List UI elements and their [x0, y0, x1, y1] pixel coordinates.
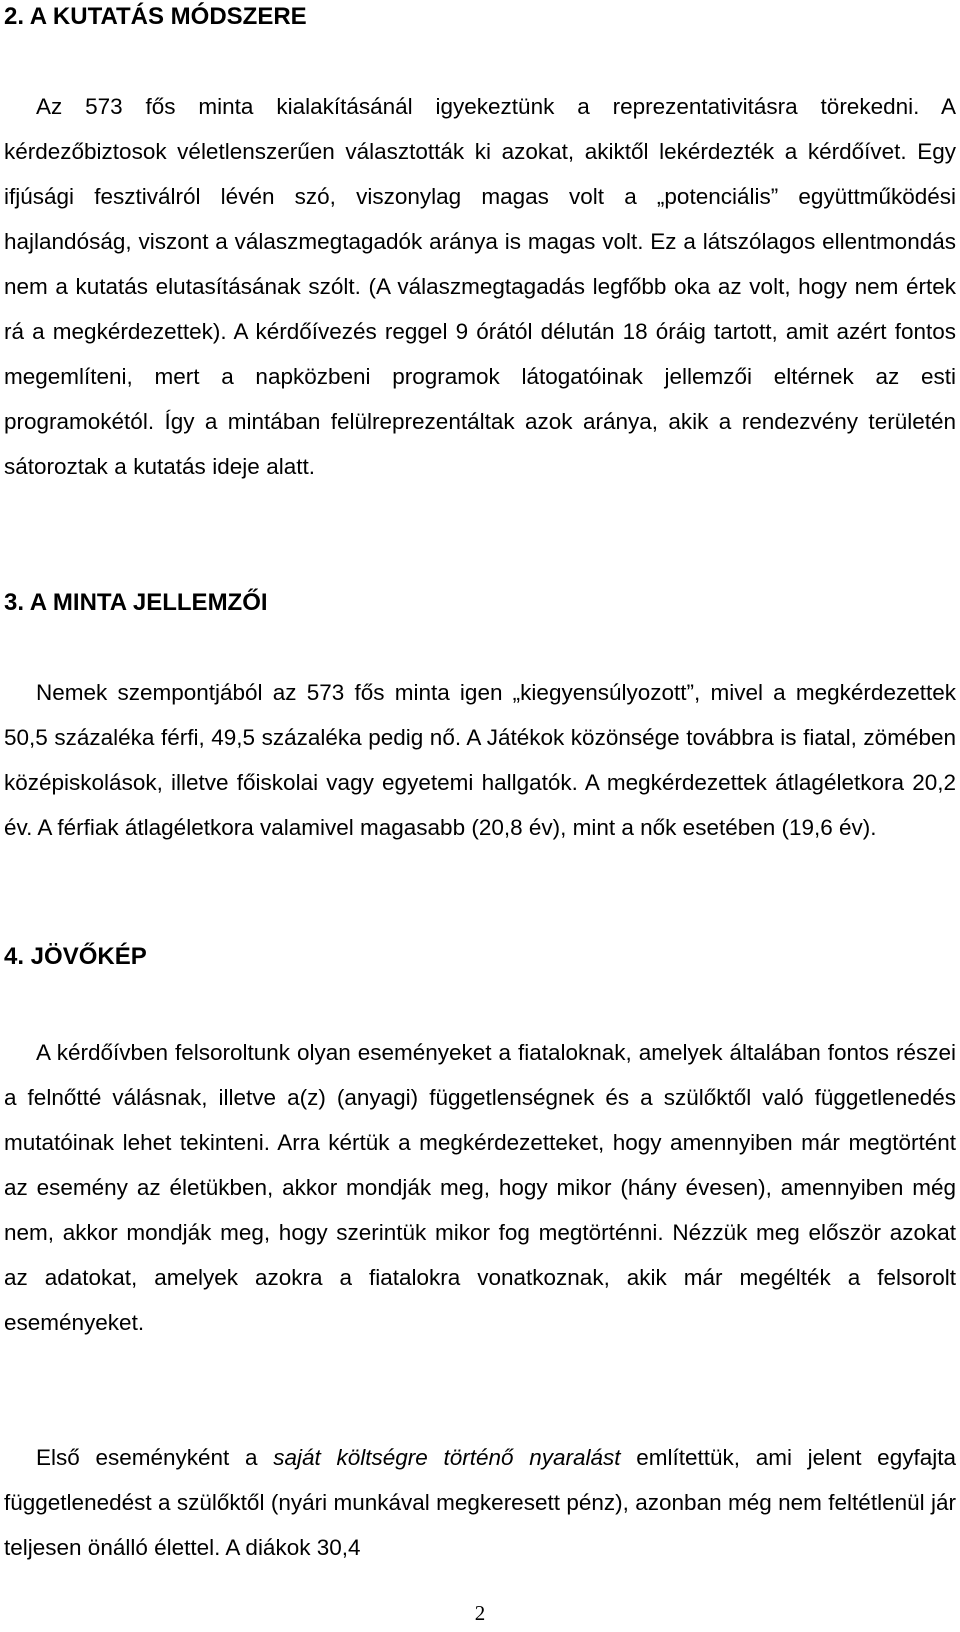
paragraph-future-1: A kérdőívben felsoroltunk olyan eseményeket a fiataloknak, amelyek általában fontos részei a felnőtté válásnak, illetve a(z) (anyagi) függetlenségnek és a szülőktől való függetlenedés mutatóinak lehet tekinteni. Arra kértük a megkérdezetteket, hogy amennyiben már megtörtént az esemény az életükben, akkor mondják meg, hogy mikor (hány évesen), amennyiben még nem, akkor mondják meg, hogy szerintük mikor fog megtörténni. Nézzük meg először azokat az adatokat, amelyek azokra a fiatalokra vonatkoznak, akik már megélték a felsorolt eseményeket.: [4, 1040, 956, 1335]
paragraph-future-2: [4, 1435, 956, 1570]
page-number: 2: [474, 1601, 486, 1625]
paragraph-sample: Nemek szempontjából az 573 fős minta igen „kiegyensúlyozott”, mivel a megkérdezettek 50,5 százaléka férfi, 49,5 százaléka pedig nő. A Játékok közönsége továbbra is fiatal, zömében középiskolások, illetve főiskolai vagy egyetemi hallgatók. A megkérdezettek átlagéletkora 20,2 év. A férfiak átlagéletkora valamivel magasabb (20,8 év), mint a nők esetében (19,6 év).: [4, 680, 956, 840]
paragraph-future-2-italic: saját költségre történő nyaralást: [273, 1445, 621, 1470]
paragraph-future-2-after: említettük, ami jelent egyfajta függetlenedést a szülőktől (nyári munkával megkeresett pénz), azonban még nem feltétlenül jár teljesen önálló élettel. A diákok 30,4: [4, 1445, 956, 1560]
paragraph-future-2-before: Első eseményként a: [36, 1445, 274, 1470]
paragraph-method: Az 573 fős minta kialakításánál igyekeztünk a reprezentativitásra törekedni. A kérdezőbiztosok véletlenszerűen választották ki azokat, akiktől lekérdezték a kérdőívet. Egy ifjúsági fesztiválról lévén szó, viszonylag magas volt a „potenciális” együttműködési hajlandóság, viszont a válaszmegtagadók aránya is magas volt. Ez a látszólagos ellentmondás nem a kutatás elutasításának szólt. (A válaszmegtagadás legfőbb oka az volt, hogy nem értek rá a megkérdezettek). A kérdőívezés reggel 9 órától délután 18 óráig tartott, amit azért fontos megemlíteni, mert a napközbeni programok látogatóinak jellemzői eltérnek az esti programokétól. Így a mintában felülreprezentáltak azok aránya, akik a rendezvény területén sátoroztak a kutatás ideje alatt.: [4, 94, 956, 479]
section-heading-future: 4. JÖVŐKÉP: [4, 943, 147, 970]
section-heading-method: 2. A KUTATÁS MÓDSZERE: [4, 3, 307, 30]
section-heading-sample: 3. A MINTA JELLEMZŐI: [4, 589, 268, 616]
